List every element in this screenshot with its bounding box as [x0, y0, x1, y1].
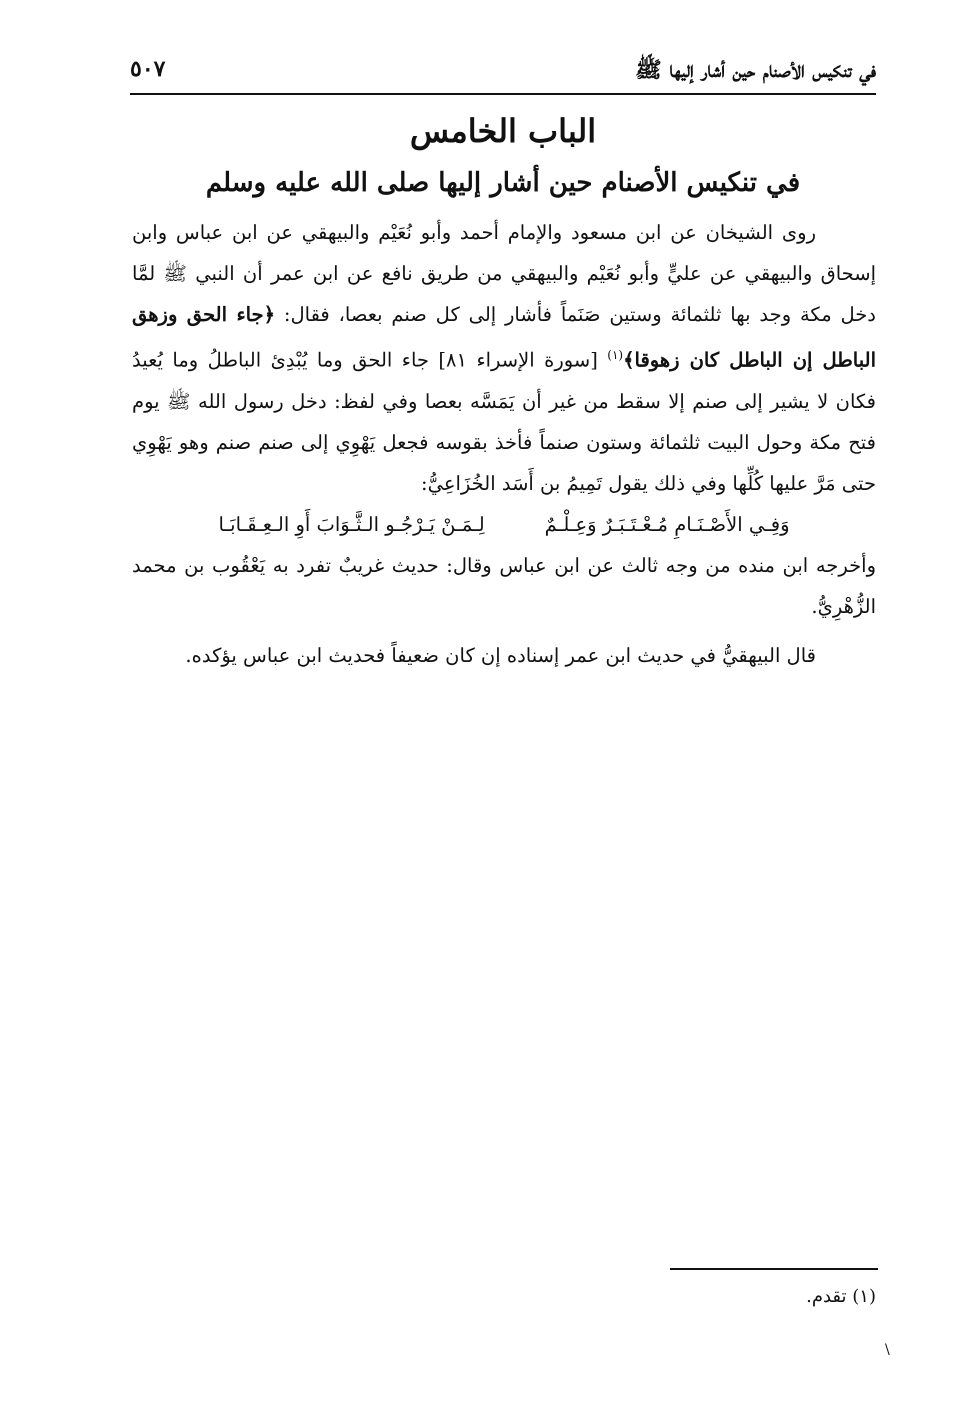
- chapter-subtitle: في تنكيس الأصنام حين أشار إليها صلى الله عليه وسلم: [205, 168, 801, 198]
- paragraph-1: [132, 212, 876, 504]
- chapter-title: الباب الخامس: [409, 112, 597, 150]
- running-title: في تنكيس الأصنام حين أشار إليها ﷺ: [635, 57, 876, 83]
- quran-quote: ﴿جاء الحق وزهق الباطل إن الباطل كان زهوقا﴾: [132, 303, 876, 372]
- footnote-reference: (١): [607, 348, 624, 362]
- footnote-divider: [670, 1268, 878, 1270]
- header-divider: [130, 93, 876, 95]
- running-header: [130, 52, 876, 92]
- paragraph-1-text-a: روى الشيخان عن ابن مسعود والإمام أحمد وأبو نُعَيْم والبيهقي عن ابن عباس وابن إسحاق والبيهقي عن عليٍّ وأبو نُعَيْم والبيهقي من طريق نافع عن ابن عمر أن النبي ﷺ لمَّا دخل مكة وجد بها ثلثمائة وستين صَنَماً فأشار إلى كل صنم بعصا، فقال:: [132, 221, 876, 326]
- stray-mark: \: [885, 1342, 890, 1358]
- paragraph-3: قال البيهقيُّ في حديث ابن عمر إسناده إن كان ضعيفاً فحديث ابن عباس يؤكده.: [185, 643, 816, 667]
- main-text: [132, 212, 876, 676]
- verse-first-hemistich: وَفِـي الأَصْـنَـامِ مُـعْـتَـبَـرٌ وَعِـلْـمٌ: [544, 512, 790, 536]
- footnote-1: (١) تقدم.: [806, 1286, 876, 1307]
- paragraph-2: وأخرجه ابن منده من وجه ثالث عن ابن عباس وقال: حديث غريبٌ تفرد به يَعْقُوب بن محمد الزُّهْرِيُّ.: [132, 553, 876, 618]
- poetry-verse: [132, 504, 876, 545]
- verse-second-hemistich: لِـمَـنْ يَـرْجُـو الـثَّـوَابَ أَوِ الـعِـقَـابَـا: [218, 512, 485, 536]
- page-number: ٥٠٧: [130, 56, 166, 82]
- paragraph-gap: [132, 627, 876, 635]
- paragraph-1-text-b: [سورة الإسراء ٨١] جاء الحق وما يُبْدِئ الباطلُ وما يُعيدُ فكان لا يشير إلى صنم إلا سقط من غير أن يَمَسَّه بعصا وفي لفظ: دخل رسول الله ﷺ يوم فتح مكة وحول البيت ثلثمائة وستون صنماً فأخذ بقوسه فجعل يَهْوِي إلى صنم صنم وهو يَهْوِي حتى مَرَّ عليها كُلِّها وفي ذلك يقول تَمِيمُ بن أَسَد الخُزَاعِيُّ:: [132, 348, 876, 495]
